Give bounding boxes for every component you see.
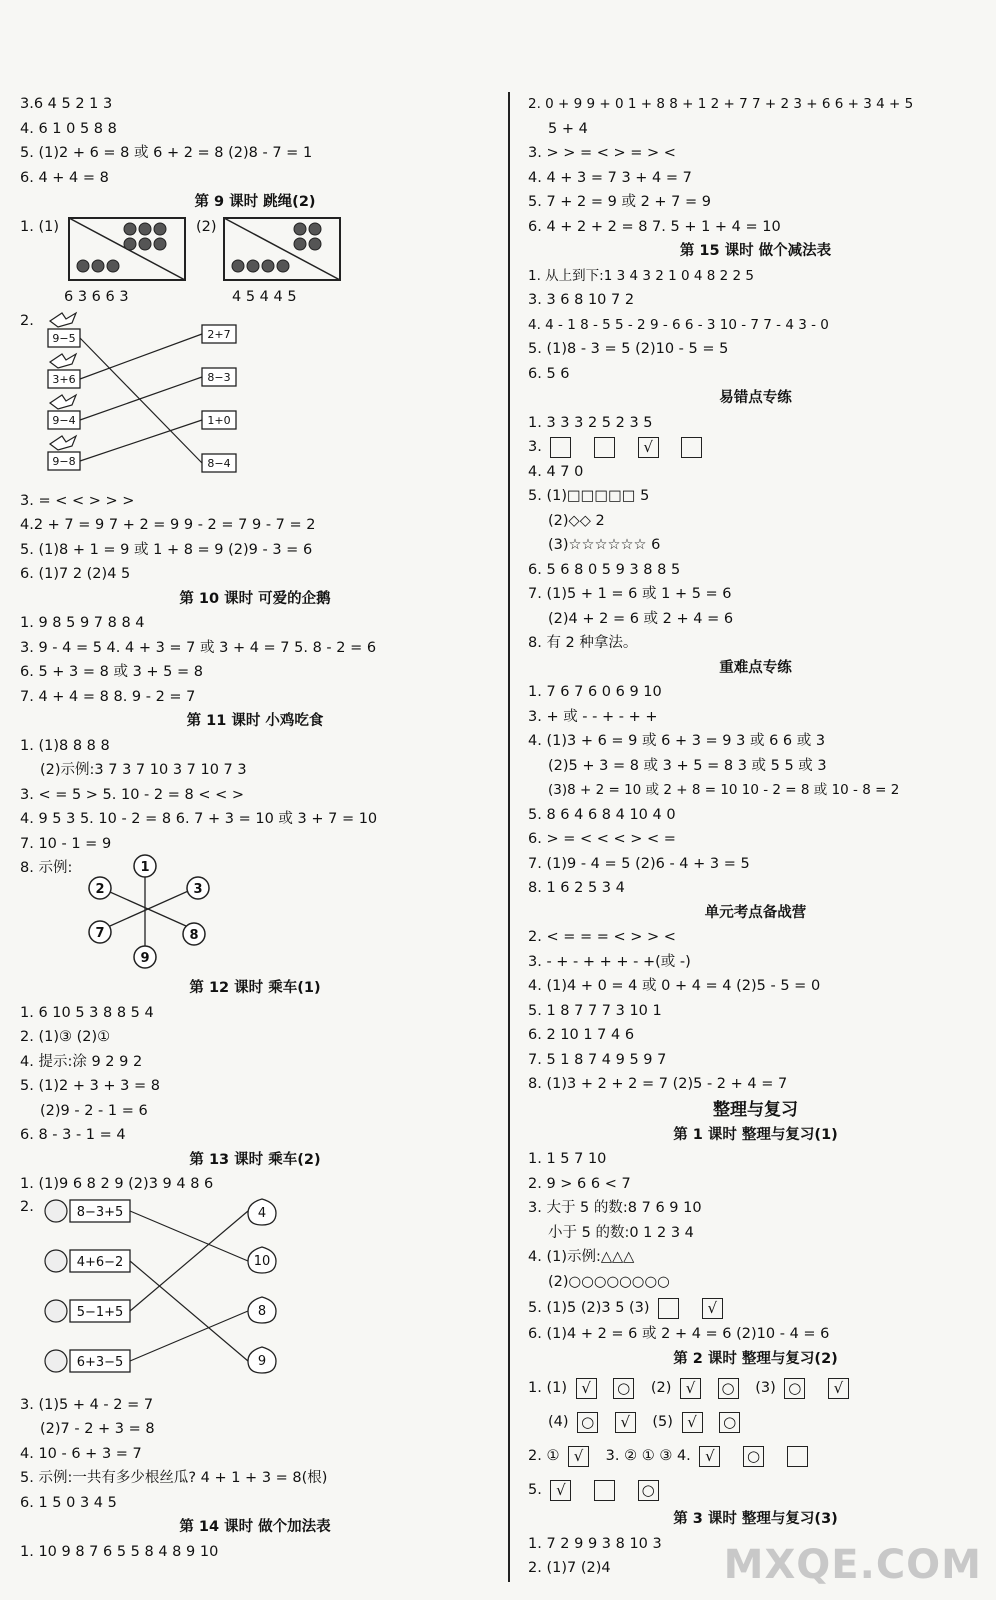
divided-box-figure-1 — [68, 217, 188, 283]
bird-label: 9−5 — [52, 331, 76, 345]
answer-line: 1. (1)8 8 8 8 — [20, 737, 110, 754]
column-divider — [508, 92, 510, 1582]
right-column — [528, 92, 983, 1581]
answer-line: (2)○○○○○○○○ — [548, 1273, 670, 1290]
answer-line: 6. 1 5 0 3 4 5 — [20, 1494, 117, 1511]
answer-line: 1. 7 6 7 6 0 6 9 10 — [528, 684, 662, 700]
question-label: (2) — [196, 218, 217, 235]
monkey-icon — [45, 1300, 67, 1322]
left-column — [20, 92, 490, 1564]
lesson-heading: 第 12 课时 乘车(1) — [189, 980, 321, 996]
peach-number: 9 — [257, 1353, 267, 1369]
answer-line: 3. < = 5 > 5. 10 - 2 = 8 < < > — [20, 786, 244, 803]
star-diagram — [20, 856, 490, 976]
answer-box — [594, 437, 615, 458]
answer-box-checked: √ — [828, 1378, 849, 1399]
lesson-heading: 第 3 课时 整理与复习(3) — [673, 1511, 838, 1527]
monkey-expression: 5−1+5 — [76, 1304, 124, 1320]
bird-icon — [50, 395, 76, 409]
answer-line: 1. 10 9 8 7 6 5 5 8 4 8 9 10 — [20, 1543, 219, 1560]
peach-number: 10 — [253, 1253, 271, 1269]
answer-line: 3. 3 6 8 10 7 2 — [528, 292, 635, 308]
answer-line: 7. (1)9 - 4 = 5 (2)6 - 4 + 3 = 5 — [528, 855, 750, 872]
answer-line: 2. < = = = < > > < — [528, 929, 676, 945]
answer-line: (2)9 - 2 - 1 = 6 — [40, 1102, 148, 1119]
question-label: 1. (1) — [528, 1380, 567, 1396]
answer-line: 5. (1)2 + 3 + 3 = 8 — [20, 1078, 160, 1094]
answer-line: 6. 5 6 8 0 5 9 3 8 8 5 — [528, 561, 681, 578]
section-heading: 单元考点备战营 — [704, 904, 807, 921]
answer-box-checked: √ — [702, 1298, 723, 1319]
answer-box-checked: √ — [680, 1378, 701, 1399]
monkey-icon — [45, 1250, 67, 1272]
question-label: (4) — [548, 1414, 569, 1430]
lesson-heading: 第 9 课时 跳绳(2) — [194, 194, 316, 210]
envelope-label: 1+0 — [207, 413, 231, 427]
answer-line: 4. 4 - 1 8 - 5 5 - 2 9 - 6 6 - 3 10 - 7 7 - 4 3 - 0 — [528, 316, 829, 333]
rope-figure — [20, 215, 490, 311]
answer-box-circle: ○ — [743, 1446, 764, 1467]
answer-box-circle: ○ — [638, 1480, 659, 1501]
answer-line: 5. (1)8 + 1 = 9 或 1 + 8 = 9 (2)9 - 3 = 6 — [20, 541, 313, 558]
bird-label: 9−8 — [52, 454, 76, 468]
bird-envelope-matching — [20, 311, 490, 489]
envelope-label: 8−3 — [207, 370, 231, 384]
answer-line: (2)4 + 2 = 6 或 2 + 4 = 6 — [548, 610, 734, 627]
watermark: MXQE.COM — [723, 1542, 982, 1588]
answer-line: 5 + 4 — [548, 120, 588, 137]
question-label: 8. 示例: — [20, 860, 73, 876]
answer-box-checked: √ — [699, 1446, 720, 1467]
answer-box — [681, 437, 702, 458]
monkey-peach-matching — [20, 1197, 490, 1393]
bird-icon — [50, 354, 76, 368]
answer-line: 1. 从上到下:1 3 4 3 2 1 0 4 8 2 2 5 — [528, 267, 754, 284]
unit-heading: 整理与复习 — [713, 1099, 798, 1120]
answer-line: 6. 4 + 4 = 8 — [20, 169, 109, 186]
bird-label: 9−4 — [52, 413, 76, 427]
answer-line: 7. (1)5 + 1 = 6 或 1 + 5 = 6 — [528, 586, 732, 602]
circle-number: 3 — [193, 882, 203, 897]
answer-line: 5. (1)8 - 3 = 5 (2)10 - 5 = 5 — [528, 341, 729, 357]
answer-line: 4. 10 - 6 + 3 = 7 — [20, 1445, 142, 1462]
answer-line: 6. (1)7 2 (2)4 5 — [20, 566, 131, 582]
answer-box — [550, 437, 571, 458]
answer-line: 2. (1)7 (2)4 — [528, 1560, 611, 1576]
answer-line — [528, 1371, 983, 1405]
answer-box-circle: ○ — [719, 1412, 740, 1433]
question-label: (5) — [652, 1414, 673, 1430]
monkey-expression: 6+3−5 — [76, 1354, 124, 1370]
circle-number: 8 — [189, 928, 199, 943]
bird-label: 3+6 — [52, 372, 76, 386]
envelope-label: 2+7 — [207, 327, 231, 341]
answer-line: 1. (1)9 6 8 2 9 (2)3 9 4 8 6 — [20, 1176, 214, 1192]
envelope-label: 8−4 — [207, 456, 231, 470]
question-label: 3. — [528, 439, 542, 455]
circle-number: 1 — [140, 860, 150, 875]
question-label: 3. ② ① ③ 4. — [605, 1448, 691, 1464]
answer-row: 4 5 4 4 5 — [232, 288, 297, 305]
monkey-icon — [45, 1350, 67, 1372]
section-heading: 易错点专练 — [719, 390, 792, 406]
answer-line: 1. 1 5 7 10 — [528, 1151, 607, 1167]
answer-line: 3. + 或 - - + - + + — [528, 708, 658, 725]
answer-line: (2)示例:3 7 3 7 10 3 7 10 7 3 — [40, 762, 247, 778]
answer-line: 3. 大于 5 的数:8 7 6 9 10 — [528, 1200, 702, 1216]
question-label: 5. — [528, 1482, 542, 1498]
peach-number: 8 — [257, 1303, 267, 1319]
answer-line: 3. - + - + + + - +(或 -) — [528, 953, 691, 970]
answer-box-checked: √ — [568, 1446, 589, 1467]
circle-number: 7 — [95, 926, 105, 941]
lesson-heading: 第 11 课时 小鸡吃食 — [186, 713, 324, 729]
peach-number: 4 — [257, 1205, 267, 1221]
answer-line: 2. (1)③ (2)① — [20, 1029, 111, 1045]
answer-line: 3. (1)5 + 4 - 2 = 7 — [20, 1396, 154, 1413]
answer-line: 4. 4 7 0 — [528, 463, 584, 480]
answer-box-circle: ○ — [577, 1412, 598, 1433]
question-label: 2. ① — [528, 1448, 560, 1464]
answer-line: 1. 6 10 5 3 8 8 5 4 — [20, 1004, 154, 1021]
answer-box-circle: ○ — [784, 1378, 805, 1399]
answer-line: (2)7 - 2 + 3 = 8 — [40, 1421, 155, 1437]
answer-line: 4. (1)4 + 0 = 4 或 0 + 4 = 4 (2)5 - 5 = 0 — [528, 978, 821, 994]
answer-box-circle: ○ — [613, 1378, 634, 1399]
question-label: (2) — [650, 1380, 672, 1396]
lesson-heading: 第 2 课时 整理与复习(2) — [673, 1350, 838, 1367]
circle-number: 9 — [140, 951, 150, 966]
answer-line — [528, 435, 983, 460]
answer-line: (3)8 + 2 = 10 或 2 + 8 = 10 10 - 2 = 8 或 10 - 8 = 2 — [548, 782, 900, 798]
answer-line: 4. (1)3 + 6 = 9 或 6 + 3 = 9 3 或 6 6 或 3 — [528, 733, 826, 749]
answer-line: 1. 9 8 5 9 7 8 8 4 — [20, 615, 145, 631]
answer-row: 6 3 6 6 3 — [64, 288, 129, 305]
answer-line: 8. 有 2 种拿法。 — [528, 635, 638, 651]
answer-box — [658, 1298, 679, 1319]
answer-line: (2)5 + 3 = 8 或 3 + 5 = 8 3 或 5 5 或 3 — [548, 757, 827, 774]
bird-icon — [50, 436, 76, 450]
answer-line: 6. 2 10 1 7 4 6 — [528, 1027, 635, 1043]
answer-line: 3.6 4 5 2 1 3 — [20, 96, 113, 112]
answer-line: 5. 1 8 7 7 7 3 10 1 — [528, 1002, 662, 1019]
answer-line: 3. = < < > > > — [20, 492, 135, 509]
answer-line: 小于 5 的数:0 1 2 3 4 — [548, 1224, 694, 1241]
lesson-heading: 第 1 课时 整理与复习(1) — [673, 1126, 838, 1143]
monkey-icon — [45, 1200, 67, 1222]
question-label: (3) — [755, 1380, 776, 1396]
answer-box-checked: √ — [550, 1480, 571, 1501]
answer-line — [528, 1405, 983, 1439]
answer-line: 5. 示例:一共有多少根丝瓜? 4 + 1 + 3 = 8(根) — [20, 1470, 328, 1486]
monkey-expression: 4+6−2 — [76, 1254, 124, 1270]
answer-line: 1. 7 2 9 9 3 8 10 3 — [528, 1535, 662, 1552]
answer-line: 3. > > = < > = > < — [528, 145, 676, 161]
answer-line: 4.2 + 7 = 9 7 + 2 = 9 9 - 2 = 7 9 - 7 = 2 — [20, 517, 316, 533]
answer-line: 4. (1)示例:△△△ — [528, 1249, 635, 1265]
answer-box — [594, 1480, 615, 1501]
answer-box-checked: √ — [682, 1412, 703, 1433]
answer-box — [787, 1446, 808, 1467]
answer-line: 8. 1 6 2 5 3 4 — [528, 880, 625, 896]
answer-line: 6. > = < < < > < = — [528, 831, 676, 847]
answer-line: 6. 5 + 3 = 8 或 3 + 5 = 8 — [20, 664, 203, 680]
answer-line: 5. 7 + 2 = 9 或 2 + 7 = 9 — [528, 194, 711, 210]
bird-icon — [50, 313, 76, 327]
question-label: 1. (1) — [20, 218, 59, 235]
section-heading: 重难点专练 — [719, 659, 792, 676]
lesson-heading: 第 13 课时 乘车(2) — [189, 1151, 321, 1168]
matching-lines — [44, 1197, 304, 1393]
answer-line — [528, 1439, 983, 1473]
answer-line: 5. (1)□□□□□ 5 — [528, 488, 650, 504]
answer-line: 7. 10 - 1 = 9 — [20, 835, 112, 852]
answer-line: 6. (1)4 + 2 = 6 或 2 + 4 = 6 (2)10 - 4 = 6 — [528, 1326, 830, 1342]
answer-line: 4. 6 1 0 5 8 8 — [20, 120, 117, 137]
monkey-expression: 8−3+5 — [76, 1204, 124, 1220]
answer-line: 4. 提示:涂 9 2 9 2 — [20, 1053, 143, 1070]
answer-line — [528, 1473, 983, 1507]
question-label: 2. — [20, 312, 34, 329]
answer-line: 2. 9 > 6 6 < 7 — [528, 1175, 631, 1192]
answer-box-checked: √ — [576, 1378, 597, 1399]
answer-line: 5. (1)2 + 6 = 8 或 6 + 2 = 8 (2)8 - 7 = 1 — [20, 145, 313, 161]
matching-lines — [40, 311, 260, 489]
answer-line: (2)◇◇ 2 — [548, 512, 605, 529]
question-label: 2. — [20, 1198, 34, 1215]
answer-line: 8. (1)3 + 2 + 2 = 7 (2)5 - 2 + 4 = 7 — [528, 1076, 788, 1092]
answer-line: 2. 0 + 9 9 + 0 1 + 8 8 + 1 2 + 7 7 + 2 3 + 6 6 + 3 4 + 5 — [528, 96, 914, 112]
answer-line: 7. 4 + 4 = 8 8. 9 - 2 = 7 — [20, 688, 196, 705]
answer-box-checked: √ — [638, 437, 659, 458]
answer-line: 6. 4 + 2 + 2 = 8 7. 5 + 1 + 4 = 10 — [528, 218, 781, 235]
answer-line: 4. 9 5 3 5. 10 - 2 = 8 6. 7 + 3 = 10 或 3 + 7 = 10 — [20, 811, 378, 827]
answer-box-circle: ○ — [718, 1378, 739, 1399]
answer-line: (3)☆☆☆☆☆☆ 6 — [548, 537, 661, 553]
answer-line: 3. 9 - 4 = 5 4. 4 + 3 = 7 或 3 + 4 = 7 5. 8 - 2 = 6 — [20, 639, 377, 656]
answer-line: 6. 5 6 — [528, 365, 570, 382]
answer-line — [528, 1294, 983, 1322]
spoke-diagram — [88, 854, 248, 974]
answer-line: 7. 5 1 8 7 4 9 5 9 7 — [528, 1051, 667, 1068]
question-label: 5. (1)5 (2)3 5 (3) — [528, 1300, 650, 1316]
answer-line: 4. 4 + 3 = 7 3 + 4 = 7 — [528, 169, 692, 186]
divided-box-figure-2 — [223, 217, 343, 283]
circle-number: 2 — [95, 882, 105, 897]
answer-line: 1. 3 3 3 2 5 2 3 5 — [528, 414, 653, 431]
lesson-heading: 第 14 课时 做个加法表 — [179, 1519, 331, 1535]
answer-line: 5. 8 6 4 6 8 4 10 4 0 — [528, 806, 676, 823]
answer-line: 6. 8 - 3 - 1 = 4 — [20, 1127, 126, 1143]
lesson-heading: 第 10 课时 可爱的企鹅 — [179, 590, 331, 607]
lesson-heading: 第 15 课时 做个减法表 — [679, 243, 832, 259]
answer-box-checked: √ — [615, 1412, 636, 1433]
